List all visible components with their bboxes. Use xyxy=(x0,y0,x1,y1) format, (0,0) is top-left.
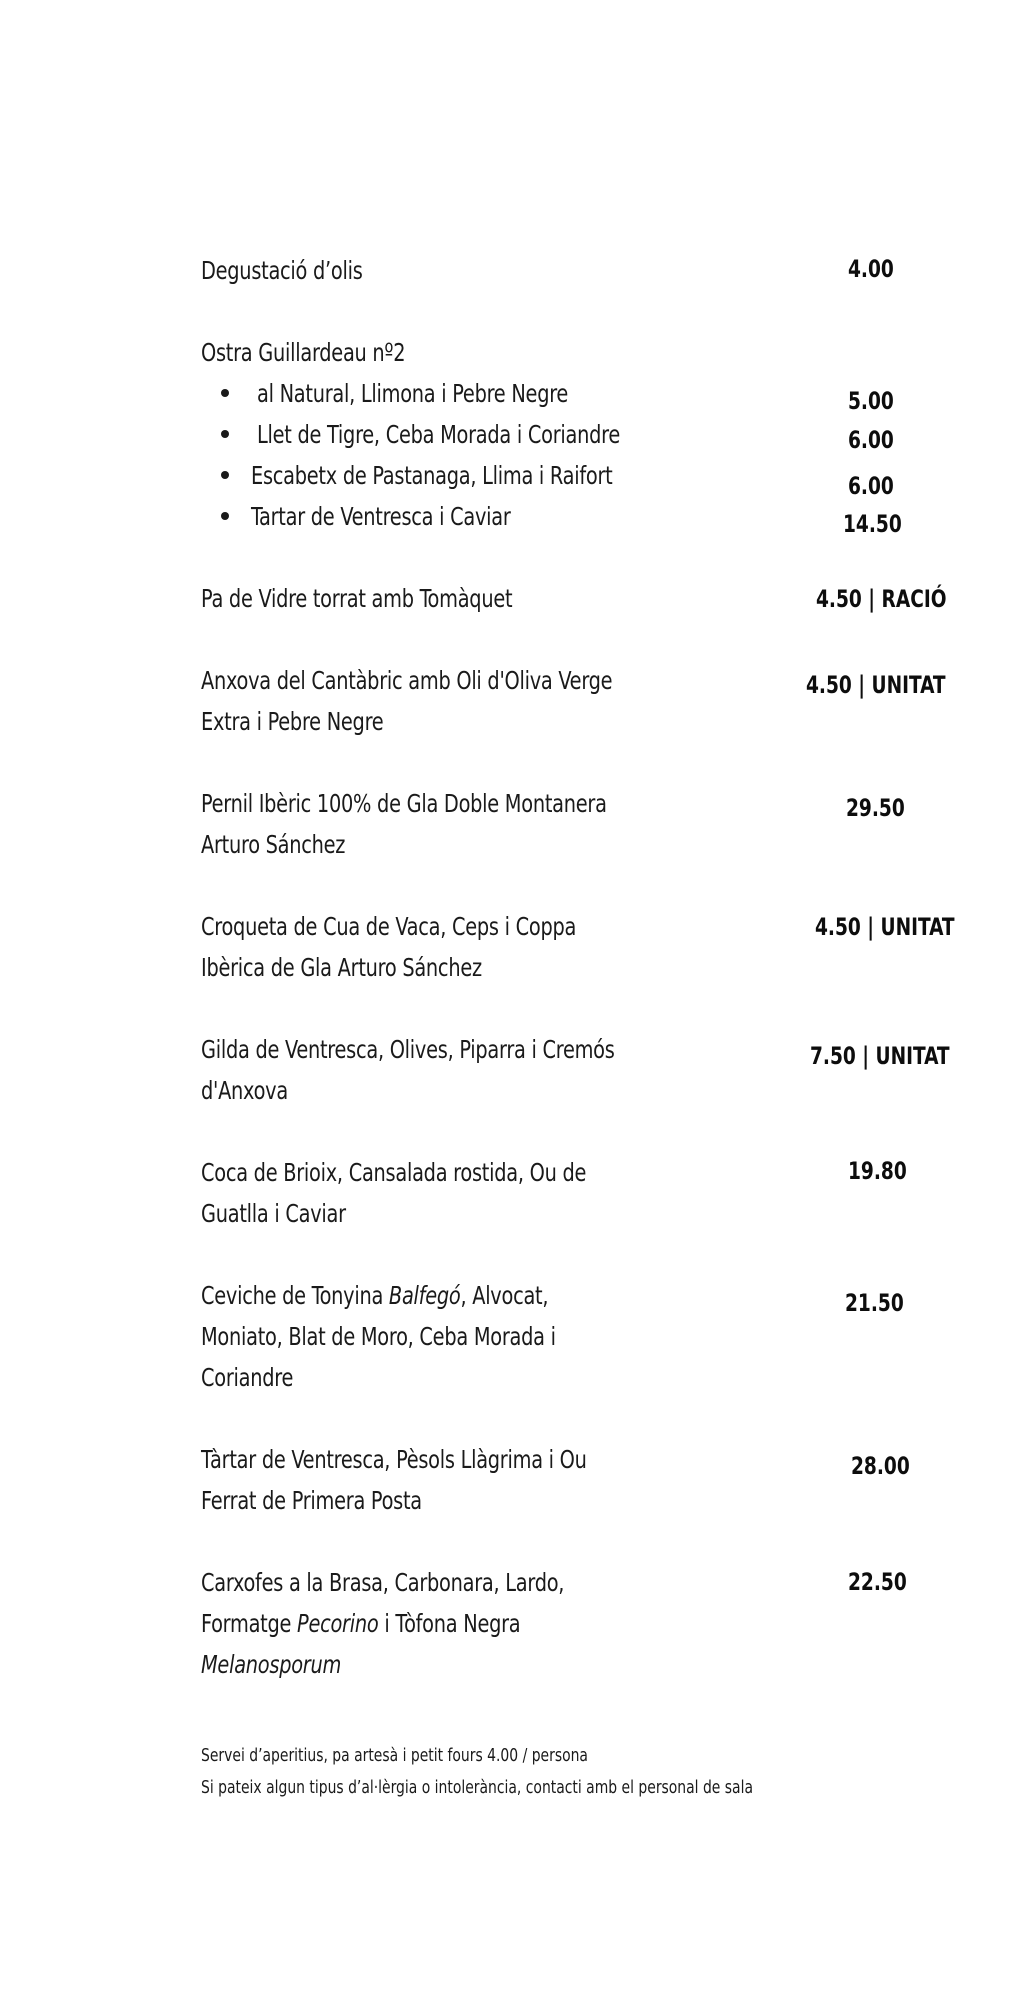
item-pernil-name xyxy=(201,783,607,865)
item-tartar-line1: Tàrtar de Ventresca, Pèsols Llàgrima i Ou xyxy=(201,1445,587,1474)
item-tartar-price: 28.00 xyxy=(851,1452,910,1480)
item-degustacio-name xyxy=(201,250,363,291)
item-ceviche-price: 21.50 xyxy=(845,1289,904,1317)
ostra-option-label xyxy=(257,373,568,414)
item-ceviche-line1-b: Balfegó xyxy=(388,1281,461,1310)
item-ceviche-name xyxy=(201,1275,556,1398)
item-croqueta-price: 4.50 | UNITAT xyxy=(815,913,955,941)
item-tartar-name xyxy=(201,1439,587,1521)
item-ceviche-line1-c: , Alvocat, xyxy=(460,1281,549,1310)
ostra-option-label-text: al Natural, Llimona i Pebre Negre xyxy=(257,379,569,408)
item-carxofes-line3-text: Melanosporum xyxy=(201,1650,342,1679)
item-carxofes-name xyxy=(201,1562,564,1685)
item-carxofes-line1: Carxofes a la Brasa, Carbonara, Lardo, xyxy=(201,1568,565,1597)
ostra-option-price: 6.00 xyxy=(848,426,894,454)
ostra-option-label xyxy=(251,455,612,496)
item-ceviche-line2: Moniato, Blat de Moro, Ceba Morada i xyxy=(201,1322,556,1351)
item-pernil-line2: Arturo Sánchez xyxy=(201,830,346,859)
ostra-option-price: 14.50 xyxy=(843,510,902,538)
item-carxofes-line2-a: Formatge xyxy=(201,1609,298,1638)
ostra-option-price: 6.00 xyxy=(848,472,894,500)
item-anxova-name xyxy=(201,660,612,742)
item-anxova-line2: Extra i Pebre Negre xyxy=(201,707,384,736)
item-gilda-line2: d'Anxova xyxy=(201,1076,288,1105)
item-pernil-line1: Pernil Ibèric 100% de Gla Doble Montanera xyxy=(201,789,607,818)
bullet-icon xyxy=(221,430,229,438)
item-pa-name xyxy=(201,578,512,619)
item-carxofes-line2-b: Pecorino xyxy=(297,1609,379,1638)
item-coca-name xyxy=(201,1152,586,1234)
service-note: Servei d’aperitius, pa artesà i petit fours 4.00 / persona xyxy=(201,1745,588,1766)
allergy-note: Si pateix algun tipus d’al·lèrgia o intolerància, contacti amb el personal de sala xyxy=(201,1777,753,1798)
item-pernil-price: 29.50 xyxy=(846,794,905,822)
item-gilda-line1: Gilda de Ventresca, Olives, Piparra i Cremós xyxy=(201,1035,615,1064)
ostra-option-label-text: Escabetx de Pastanaga, Llima i Raifort xyxy=(251,461,613,490)
item-tartar-line2: Ferrat de Primera Posta xyxy=(201,1486,422,1515)
bullet-icon xyxy=(221,389,229,397)
item-pa-line: Pa de Vidre torrat amb Tomàquet xyxy=(201,584,513,613)
ostra-option-price: 5.00 xyxy=(848,387,894,415)
item-carxofes-line2-c: i Tòfona Negra xyxy=(378,1609,521,1638)
item-ceviche-line1 xyxy=(201,1275,556,1316)
ostra-option-label-text: Tartar de Ventresca i Caviar xyxy=(251,502,511,531)
item-degustacio-line: Degustació d’olis xyxy=(201,256,363,285)
item-croqueta-line1: Croqueta de Cua de Vaca, Ceps i Coppa xyxy=(201,912,577,941)
item-ostra-name xyxy=(201,332,405,373)
item-carxofes-line3 xyxy=(201,1644,564,1685)
ostra-option-label xyxy=(257,414,620,455)
item-degustacio-price: 4.00 xyxy=(848,255,894,283)
ostra-option-label xyxy=(251,496,511,537)
bullet-icon xyxy=(221,471,229,479)
item-pa-price: 4.50 | RACIÓ xyxy=(816,585,947,613)
item-anxova-price: 4.50 | UNITAT xyxy=(806,671,946,699)
item-ostra-line: Ostra Guillardeau nº2 xyxy=(201,338,406,367)
item-coca-line2: Guatlla i Caviar xyxy=(201,1199,346,1228)
item-gilda-price: 7.50 | UNITAT xyxy=(810,1042,950,1070)
item-coca-price: 19.80 xyxy=(848,1157,907,1185)
item-carxofes-line2 xyxy=(201,1603,564,1644)
ostra-option-label-text: Llet de Tigre, Ceba Morada i Coriandre xyxy=(257,420,621,449)
item-ceviche-line1-a: Ceviche de Tonyina xyxy=(201,1281,389,1310)
item-croqueta-line2: Ibèrica de Gla Arturo Sánchez xyxy=(201,953,482,982)
item-croqueta-name xyxy=(201,906,576,988)
bullet-icon xyxy=(221,512,229,520)
item-coca-line1: Coca de Brioix, Cansalada rostida, Ou de xyxy=(201,1158,587,1187)
item-anxova-line1: Anxova del Cantàbric amb Oli d'Oliva Verge xyxy=(201,666,613,695)
item-gilda-name xyxy=(201,1029,615,1111)
item-carxofes-price: 22.50 xyxy=(848,1568,907,1596)
item-ceviche-line3: Coriandre xyxy=(201,1363,294,1392)
